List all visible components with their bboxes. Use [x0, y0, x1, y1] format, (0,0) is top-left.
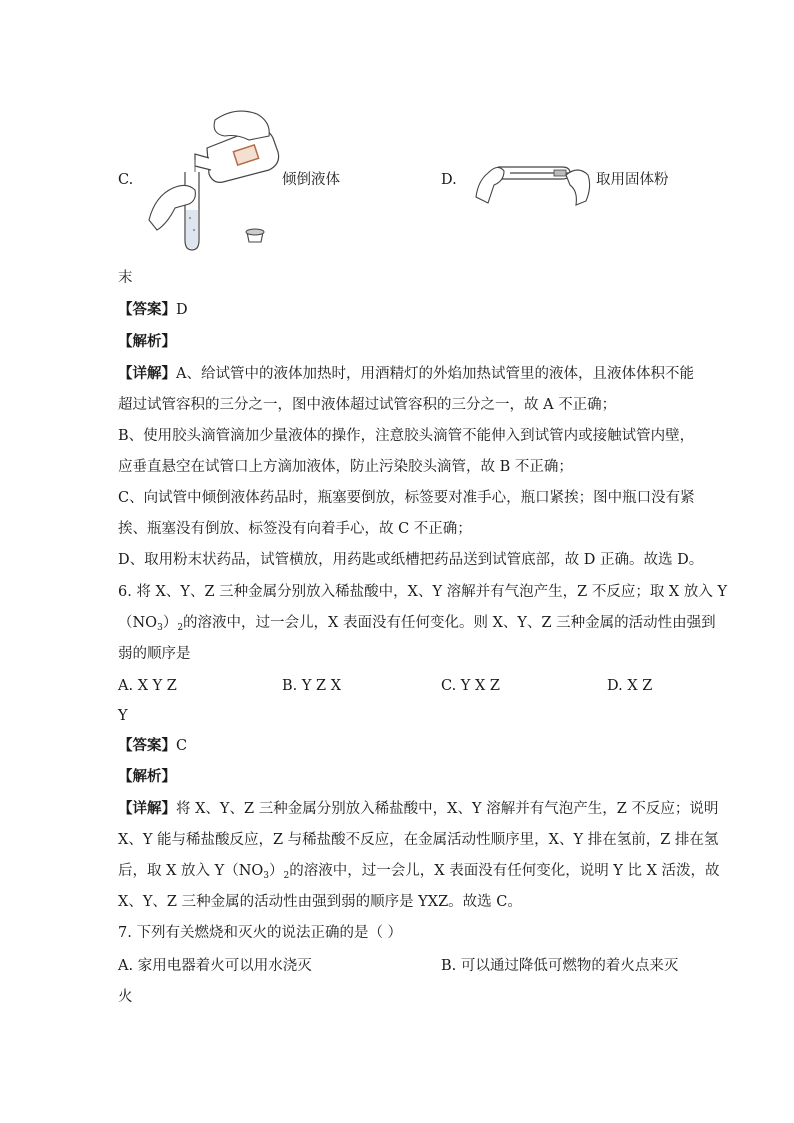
- test-tube-icon: [185, 172, 199, 250]
- option-d-caption-continued: 末: [118, 270, 133, 286]
- q6-stem-line-2: $(NO_3)_2$的溶液中，过一会儿，X 表面没有任何变化。则 X、Y、Z 三种金属的活动性由强到: [118, 615, 716, 633]
- q6-option-d-continued: Y: [118, 708, 128, 724]
- q6-stem-line-1: 6. 将 X、Y、Z 三种金属分别放入稀盐酸中，X、Y 溶解并有气泡产生，Z 不反应；取 X 放入 Y: [118, 584, 728, 600]
- q5-detail-line-5: C、向试管中倾倒液体药品时，瓶塞要倒放，标签要对准手心，瓶口紧挨；图中瓶口没有紧: [118, 490, 695, 506]
- powder-spatula-illustration: [470, 145, 595, 215]
- pouring-liquid-illustration: [145, 100, 280, 255]
- q5-detail-line-1: 【详解】A、给试管中的液体加热时，用酒精灯的外焰加热试管里的液体，且液体体积不能: [118, 366, 694, 382]
- q6-option-a: A. X Y Z: [118, 678, 177, 694]
- detail-label: 【详解】: [118, 366, 176, 382]
- answer-label: 【答案】: [118, 302, 176, 318]
- q7-option-a: A. 家用电器着火可以用水浇灭: [118, 958, 312, 974]
- option-c-caption: 倾倒液体: [282, 172, 340, 188]
- q6-answer-row: 【答案】C: [118, 738, 188, 754]
- q5-analysis-label: 【解析】: [118, 334, 176, 350]
- q6-detail-line-4: X、Y、Z 三种金属的活动性由强到弱的顺序是 YXZ。故选 C。: [118, 894, 522, 910]
- q6-stem-line-3: 弱的顺序是: [118, 646, 191, 662]
- q6-option-d: D. X Z: [607, 678, 653, 694]
- q6-option-b: B. Y Z X: [282, 678, 342, 694]
- q7-stem: 7. 下列有关燃烧和灭火的说法正确的是（ ）: [118, 925, 403, 941]
- q5-detail-line-7: D、取用粉末状药品，试管横放，用药匙或纸槽把药品送到试管底部，故 D 正确。故选 D。: [118, 552, 704, 568]
- option-d-letter: D.: [441, 172, 457, 188]
- q6-detail-line-2: X、Y 能与稀盐酸反应，Z 与稀盐酸不反应，在金属活动性顺序里，X、Y 排在氢前，Z 排在氢: [118, 832, 719, 848]
- q6-analysis-label: 【解析】: [118, 769, 176, 785]
- q5-detail-line-2: 超过试管容积的三分之一，图中液体超过试管容积的三分之一，故 A 不正确；: [118, 397, 617, 413]
- option-d-caption: 取用固体粉: [596, 172, 669, 188]
- bottle-stopper-icon: [246, 229, 264, 242]
- q5-detail-line-6: 挨、瓶塞没有倒放、标签没有向着手心，故 C 不正确；: [118, 521, 472, 537]
- q6-answer-value: C: [176, 738, 188, 754]
- q5-answer-row: [118, 300, 188, 320]
- q6-detail-line-1: 【详解】将 X、Y、Z 三种金属分别放入稀盐酸中，X、Y 溶解并有气泡产生，Z 不反应；说明: [118, 801, 719, 817]
- q5-detail-line-3: B、使用胶头滴管滴加少量液体的操作，注意胶头滴管不能伸入到试管内或接触试管内壁，: [118, 428, 695, 444]
- q7-option-b-continued: 火: [118, 989, 133, 1005]
- q7-option-b: B. 可以通过降低可燃物的着火点来灭: [441, 958, 679, 974]
- q5-detail-line-4: 应垂直悬空在试管口上方滴加液体，防止污染胶头滴管，故 B 不正确；: [118, 459, 573, 475]
- q5-answer-value: D: [176, 302, 188, 318]
- q6-detail-line-3: 后，取 X 放入 $Y(NO_3)_2$的溶液中，过一会儿，X 表面没有任何变化，说明 Y 比 X 活泼，故: [118, 863, 720, 881]
- q6-option-c: C. Y X Z: [441, 678, 500, 694]
- option-c-letter: C.: [118, 172, 134, 188]
